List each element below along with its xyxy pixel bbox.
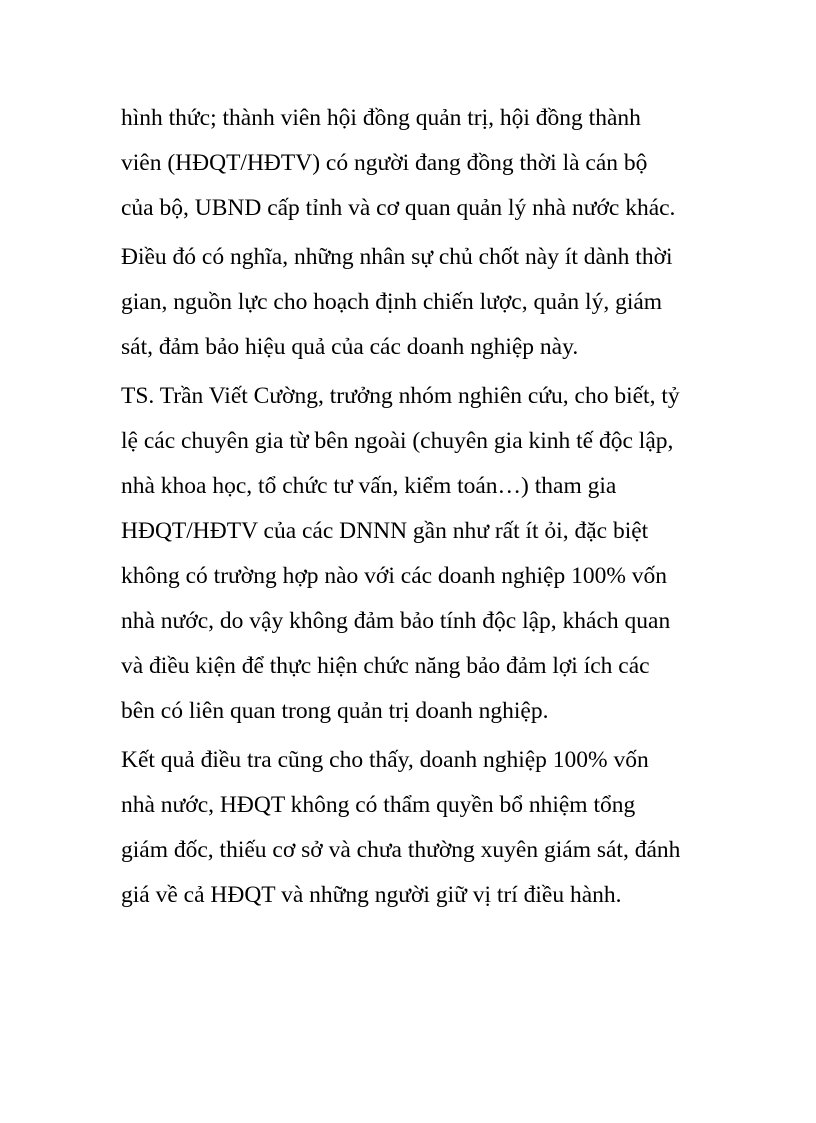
text-line: giám đốc, thiếu cơ sở và chưa thường xuyên giám sát, đánh xyxy=(121,837,681,863)
text-line: bên có liên quan trong quản trị doanh nghiệp. xyxy=(121,698,549,724)
text-line: nhà nước, do vậy không đảm bảo tính độc lập, khách quan xyxy=(121,608,671,634)
text-line: nhà nước, HĐQT không có thẩm quyền bổ nhiệm tổng xyxy=(121,792,636,818)
text-line: giá về cả HĐQT và những người giữ vị trí điều hành. xyxy=(121,882,622,908)
text-line: và điều kiện để thực hiện chức năng bảo đảm lợi ích các xyxy=(121,653,650,679)
text-line: của bộ, UBND cấp tỉnh và cơ quan quản lý nhà nước khác. xyxy=(121,195,676,221)
text-line: viên (HĐQT/HĐTV) có người đang đồng thời là cán bộ xyxy=(121,150,648,176)
document-body xyxy=(121,96,721,922)
text-line: sát, đảm bảo hiệu quả của các doanh nghiệp này. xyxy=(121,334,579,360)
paragraph xyxy=(121,235,721,370)
text-line: nhà khoa học, tổ chức tư vấn, kiểm toán…) tham gia xyxy=(121,473,617,499)
paragraph xyxy=(121,96,721,231)
text-line: Điều đó có nghĩa, những nhân sự chủ chốt này ít dành thời xyxy=(121,244,673,270)
text-line: hình thức; thành viên hội đồng quản trị, hội đồng thành xyxy=(121,105,641,131)
paragraph xyxy=(121,374,721,734)
paragraph xyxy=(121,738,721,918)
text-line: gian, nguồn lực cho hoạch định chiến lược, quản lý, giám xyxy=(121,289,663,315)
text-line: HĐQT/HĐTV của các DNNN gần như rất ít ỏi, đặc biệt xyxy=(121,518,649,544)
text-line: không có trường hợp nào với các doanh nghiệp 100% vốn xyxy=(121,563,668,589)
text-line: TS. Trần Viết Cường, trưởng nhóm nghiên cứu, cho biết, tỷ xyxy=(121,383,680,409)
text-line: Kết quả điều tra cũng cho thấy, doanh nghiệp 100% vốn xyxy=(121,747,649,773)
text-line: lệ các chuyên gia từ bên ngoài (chuyên gia kinh tế độc lập, xyxy=(121,428,674,454)
